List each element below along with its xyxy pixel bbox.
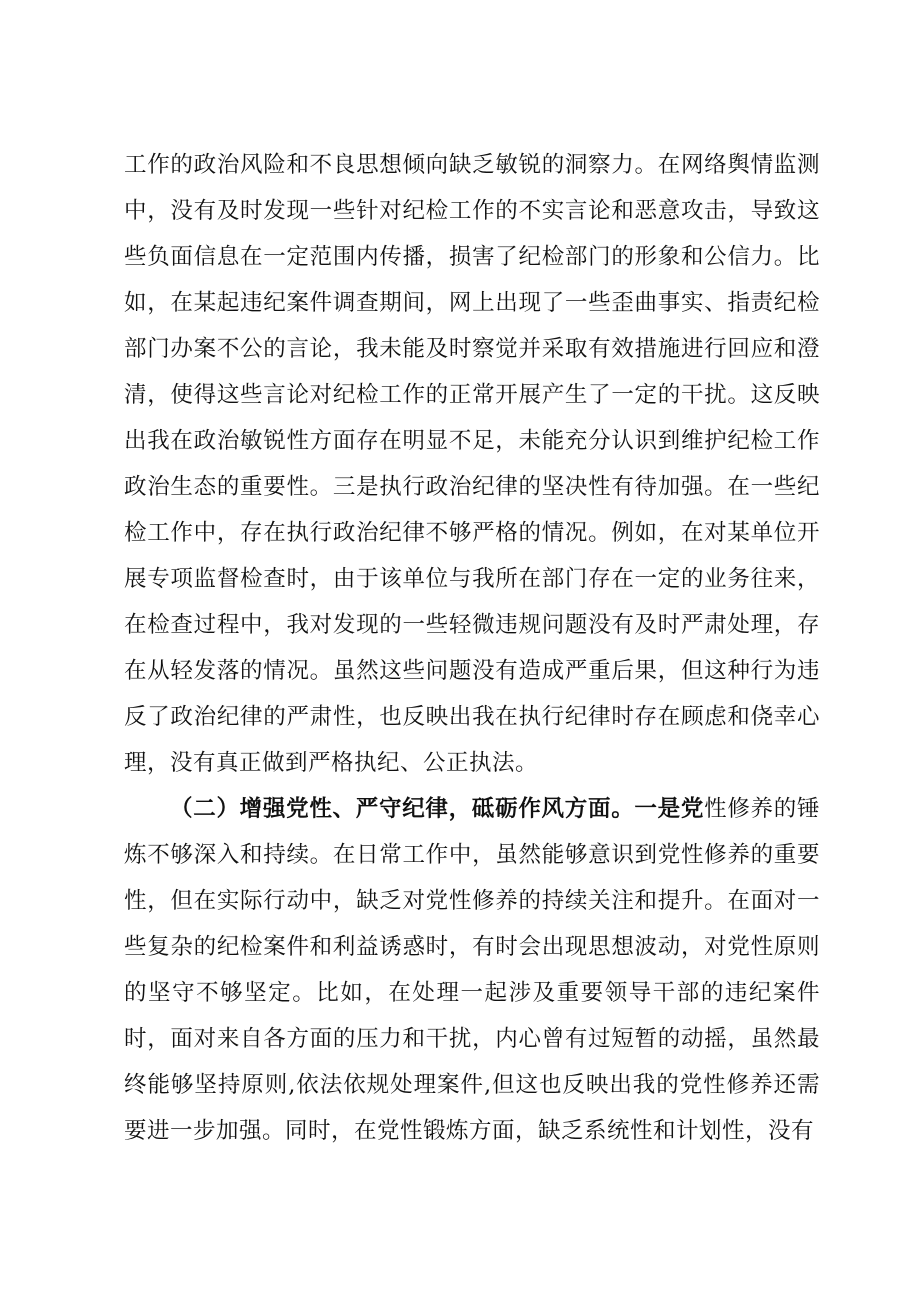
- document-body: [124, 142, 820, 1154]
- paragraph-2-body: 性修养的锤炼不够深入和持续。在日常工作中，虽然能够意识到党性修养的重要性，但在实际行动中，缺乏对党性修养的持续关注和提升。在面对一些复杂的纪检案件和利益诱惑时，有时会出现思想波动，对党性原则的坚守不够坚定。比如，在处理一起涉及重要领导干部的违纪案件时，面对来自各方面的压力和干扰，内心曾有过短暂的动摇，虽然最终能够坚持原则,依法依规处理案件,但这也反映出我的党性修养还需要进一步加强。同时，在党性锻炼方面，缺乏系统性和计划性，没有: [124, 796, 820, 1144]
- paragraph-1: 工作的政治风险和不良思想倾向缺乏敏锐的洞察力。在网络舆情监测中，没有及时发现一些针对纪检工作的不实言论和恶意攻击，导致这些负面信息在一定范围内传播，损害了纪检部门的形象和公信力。比如，在某起违纪案件调查期间，网上出现了一些歪曲事实、指责纪检部门办案不公的言论，我未能及时察觉并采取有效措施进行回应和澄清，使得这些言论对纪检工作的正常开展产生了一定的干扰。这反映出我在政治敏锐性方面存在明显不足，未能充分认识到维护纪检工作政治生态的重要性。三是执行政治纪律的坚决性有待加强。在一些纪检工作中，存在执行政治纪律不够严格的情况。例如，在对某单位开展专项监督检查时，由于该单位与我所在部门存在一定的业务往来，在检查过程中，我对发现的一些轻微违规问题没有及时严肃处理，存在从轻发落的情况。虽然这些问题没有造成严重后果，但这种行为违反了政治纪律的严肃性，也反映出我在执行纪律时存在顾虑和侥幸心理，没有真正做到严格执纪、公正执法。: [124, 152, 820, 776]
- section-heading: （二）增强党性、严守纪律，砥砺作风方面。一是党: [170, 796, 705, 822]
- paragraph-2: [124, 786, 820, 1154]
